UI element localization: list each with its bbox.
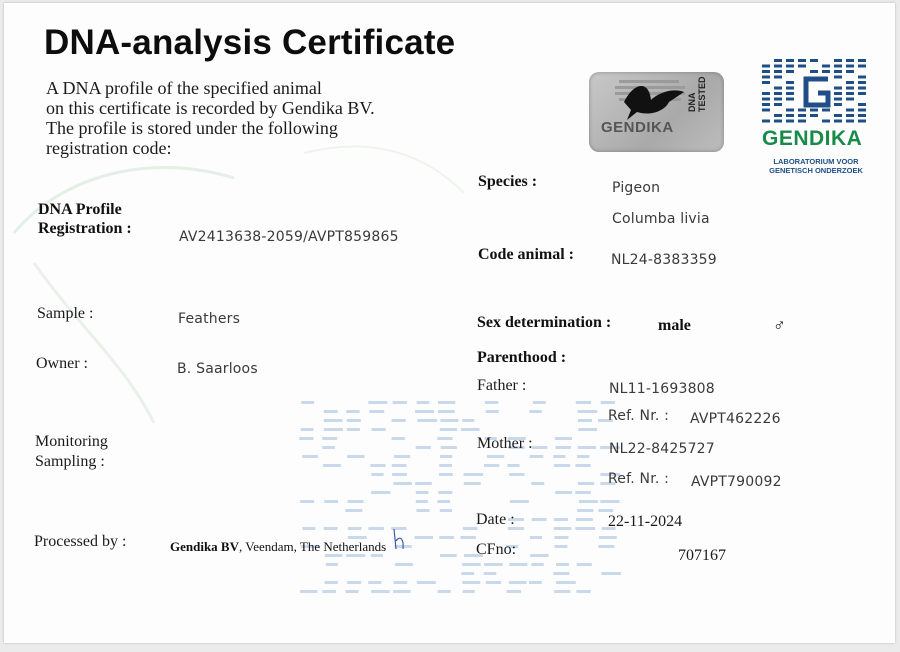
watermark-dash	[484, 572, 497, 575]
logo-dash	[762, 120, 770, 123]
logo-dash	[822, 120, 830, 123]
logo-dash	[846, 65, 854, 68]
watermark-dash	[440, 509, 452, 512]
watermark-dash	[394, 455, 410, 458]
logo-dash	[858, 87, 866, 90]
code-animal-value: NL24-8383359	[611, 252, 717, 268]
watermark-dash	[301, 401, 314, 404]
watermark-dash	[392, 473, 407, 476]
logo-dash	[786, 120, 794, 123]
logo-dash	[762, 76, 770, 79]
watermark-dash	[392, 437, 405, 440]
watermark-dash	[437, 500, 450, 503]
watermark-dash	[393, 401, 407, 404]
watermark-dash	[323, 464, 341, 467]
company-subtitle	[761, 157, 871, 175]
logo-dash	[774, 70, 782, 73]
watermark-dash	[460, 536, 476, 539]
watermark-dash	[529, 581, 542, 584]
father-value: NL11-1693808	[609, 381, 715, 397]
company-subtitle-line-2: GENETISCH ONDERZOEK	[769, 166, 863, 175]
logo-dash	[774, 87, 782, 90]
watermark-dash	[395, 563, 413, 566]
logo-dash	[858, 81, 866, 84]
logo-dash	[786, 92, 794, 95]
watermark-dash	[577, 563, 592, 566]
watermark-dash	[301, 428, 314, 431]
watermark-dash	[347, 428, 360, 431]
seal-tag: DNA TESTED	[687, 76, 707, 112]
watermark-dash	[533, 401, 546, 404]
logo-dash	[858, 92, 866, 95]
watermark-dash	[487, 455, 504, 458]
watermark-dash	[576, 401, 591, 404]
watermark-dash	[576, 518, 593, 521]
watermark-dash	[530, 554, 548, 557]
date-value: 22-11-2024	[608, 513, 683, 530]
watermark-dash	[393, 590, 410, 593]
watermark-dash	[438, 491, 452, 494]
watermark-dash	[348, 527, 362, 530]
logo-dash	[846, 59, 854, 62]
watermark-dash	[438, 410, 455, 413]
father-ref-value: AVPT462226	[690, 411, 781, 427]
watermark-dash	[462, 581, 480, 584]
watermark-dash	[556, 446, 571, 449]
logo-dash	[846, 114, 854, 117]
watermark-dash	[575, 491, 591, 494]
mother-value: NL22-8425727	[609, 441, 715, 457]
watermark-dash	[416, 446, 431, 449]
logo-dash	[786, 114, 794, 117]
intro-line-2: on this certificate is recorded by Gendika BV.	[46, 98, 375, 118]
logo-dash	[774, 114, 782, 117]
logo-dash	[774, 103, 782, 106]
watermark-dash	[347, 455, 364, 458]
watermark-dash	[439, 464, 452, 467]
watermark-dash	[441, 446, 457, 449]
logo-dash	[786, 98, 794, 101]
watermark-dash	[417, 419, 437, 422]
watermark-dash	[579, 500, 598, 503]
logo-dash	[810, 70, 818, 73]
intro-line-3: The profile is stored under the following	[46, 118, 338, 138]
watermark-dash	[416, 491, 429, 494]
logo-dash	[846, 92, 854, 95]
logo-dash	[774, 92, 782, 95]
logo-dash	[798, 65, 806, 68]
logo-dash	[834, 92, 842, 95]
gendika-logo-icon	[762, 59, 872, 125]
watermark-dash	[348, 500, 364, 503]
watermark-dash	[438, 401, 455, 404]
logo-dash	[834, 103, 842, 106]
watermark-dash	[324, 428, 343, 431]
certificate-page	[4, 3, 895, 643]
watermark-dash	[486, 581, 501, 584]
dna-tested-seal	[589, 72, 724, 152]
watermark-dash	[486, 410, 499, 413]
watermark-dash	[578, 419, 592, 422]
watermark-dash	[392, 464, 407, 467]
watermark-dash	[322, 590, 336, 593]
initials-signature-icon	[390, 527, 410, 553]
watermark-dash	[529, 410, 541, 413]
parenthood-label: Parenthood :	[477, 349, 567, 366]
mother-label: Mother :	[477, 435, 533, 452]
logo-dash	[798, 59, 806, 62]
watermark-dash	[556, 563, 569, 566]
logo-dash	[762, 92, 770, 95]
watermark-dash	[346, 410, 359, 413]
logo-dash	[846, 87, 854, 90]
logo-dash	[834, 70, 842, 73]
registration-label-1: DNA Profile	[38, 201, 122, 218]
watermark-dash	[371, 491, 390, 494]
logo-dash	[774, 76, 782, 79]
logo-dash	[786, 70, 794, 73]
watermark-dash	[440, 419, 458, 422]
logo-dash	[786, 81, 794, 84]
logo-dash	[834, 65, 842, 68]
date-label: Date :	[476, 511, 515, 528]
watermark-dash	[393, 482, 411, 485]
logo-dash	[846, 120, 854, 123]
logo-dash	[762, 109, 770, 112]
watermark-dash	[530, 455, 544, 458]
watermark-dash	[461, 428, 480, 431]
logo-dash	[786, 59, 794, 62]
cfno-value: 707167	[678, 547, 726, 564]
watermark-dash	[417, 581, 436, 584]
logo-dash	[822, 109, 830, 112]
watermark-dash	[531, 563, 543, 566]
logo-dash	[774, 65, 782, 68]
watermark-dash	[302, 455, 318, 458]
logo-dash	[786, 87, 794, 90]
watermark-dash	[438, 590, 451, 593]
logo-dash	[810, 109, 818, 112]
logo-dash	[762, 65, 770, 68]
male-symbol-icon: ♂	[773, 316, 786, 335]
watermark-dash	[368, 581, 381, 584]
logo-dash	[858, 120, 866, 123]
monitoring-label-1: Monitoring	[35, 433, 108, 450]
logo-dash	[798, 120, 806, 123]
watermark-dash	[555, 437, 572, 440]
watermark-dash	[578, 428, 597, 431]
logo-dash	[810, 114, 818, 117]
watermark-dash	[440, 455, 452, 458]
processed-company: Gendika BV	[170, 539, 239, 554]
watermark-dash	[300, 590, 317, 593]
logo-dash	[822, 70, 830, 73]
logo-dash	[834, 114, 842, 117]
watermark-dash	[576, 590, 590, 593]
watermark-dash	[531, 482, 544, 485]
watermark-dash	[462, 419, 474, 422]
watermark-dash	[415, 536, 433, 539]
logo-dash	[858, 59, 866, 62]
code-animal-label: Code animal :	[478, 246, 574, 263]
watermark-dash	[394, 581, 408, 584]
watermark-dash	[416, 500, 428, 503]
logo-dash	[846, 81, 854, 84]
watermark-dash	[371, 590, 389, 593]
watermark-dash	[440, 428, 457, 431]
watermark-dash	[417, 401, 430, 404]
watermark-dash	[598, 545, 614, 548]
watermark-dash	[507, 464, 519, 467]
watermark-dash	[322, 437, 337, 440]
sample-value: Feathers	[178, 311, 241, 327]
watermark-dash	[322, 446, 335, 449]
watermark-dash	[509, 563, 527, 566]
watermark-dash	[299, 437, 313, 440]
watermark-dash	[484, 563, 502, 566]
watermark-dash	[601, 572, 621, 575]
logo-dash	[858, 76, 866, 79]
logo-dash	[858, 109, 866, 112]
logo-dash	[798, 114, 806, 117]
watermark-dash	[464, 473, 484, 476]
watermark-dash	[324, 419, 343, 422]
logo-dash	[834, 87, 842, 90]
watermark-dash	[578, 446, 596, 449]
watermark-dash	[440, 554, 457, 557]
logo-dash	[858, 103, 866, 106]
mother-ref-value: AVPT790092	[691, 474, 782, 490]
watermark-dash	[578, 482, 594, 485]
watermark-dash	[506, 590, 520, 593]
watermark-dash	[485, 401, 498, 404]
watermark-dash	[372, 428, 386, 431]
registration-label-2: Registration :	[38, 220, 132, 237]
watermark-dash	[553, 572, 569, 575]
company-subtitle-line-1: LABORATORIUM VOOR	[773, 157, 859, 166]
sample-label: Sample :	[37, 305, 94, 322]
watermark-dash	[368, 527, 384, 530]
owner-label: Owner :	[36, 355, 88, 372]
father-ref-label: Ref. Nr. :	[608, 408, 670, 424]
watermark-dash	[324, 410, 338, 413]
watermark-dash	[510, 500, 529, 503]
watermark-dash	[392, 419, 406, 422]
watermark-dash	[553, 455, 565, 458]
watermark-dash	[463, 590, 475, 593]
watermark-dash	[368, 401, 387, 404]
watermark-dash	[509, 473, 524, 476]
watermark-dash	[347, 419, 361, 422]
watermark-dash	[439, 536, 454, 539]
species-common: Pigeon	[612, 180, 661, 196]
intro-line-4: registration code:	[46, 138, 172, 158]
watermark-dash	[575, 464, 590, 467]
watermark-dash	[464, 482, 481, 485]
logo-dash	[858, 114, 866, 117]
logo-dash	[846, 109, 854, 112]
intro-line-1: A DNA profile of the specified animal	[46, 78, 322, 98]
logo-dash	[774, 98, 782, 101]
owner-value: B. Saarloos	[177, 361, 258, 377]
watermark-dash	[371, 473, 383, 476]
watermark-dash	[324, 500, 338, 503]
watermark-dash	[369, 410, 384, 413]
watermark-dash	[484, 464, 499, 467]
watermark-dash	[437, 437, 452, 440]
watermark-dash	[462, 563, 481, 566]
watermark-dash	[346, 590, 359, 593]
watermark-dash	[325, 581, 338, 584]
watermark-dash	[302, 527, 315, 530]
certificate-title: DNA-analysis Certificate	[44, 23, 456, 62]
watermark-dash	[532, 446, 548, 449]
processed-location: , Veendam, The Netherlands	[239, 539, 387, 554]
watermark-dash	[439, 473, 453, 476]
gendika-watermark	[299, 401, 629, 601]
watermark-dash	[601, 401, 615, 404]
logo-dash	[834, 98, 842, 101]
watermark-dash	[554, 527, 572, 530]
logo-dash	[834, 76, 842, 79]
logo-dash	[834, 120, 842, 123]
logo-dash	[810, 59, 818, 62]
logo-dash	[786, 109, 794, 112]
watermark-dash	[509, 581, 527, 584]
watermark-dash	[575, 527, 595, 530]
watermark-dash	[415, 410, 434, 413]
logo-dash	[774, 59, 782, 62]
watermark-dash	[555, 491, 572, 494]
processed-value	[170, 539, 386, 555]
watermark-dash	[530, 536, 542, 539]
sex-value: male	[658, 317, 691, 334]
watermark-dash	[532, 518, 547, 521]
mother-ref-label: Ref. Nr. :	[608, 471, 670, 487]
watermark-dash	[461, 572, 474, 575]
father-label: Father :	[477, 377, 527, 394]
logo-dash	[858, 65, 866, 68]
watermark-dash	[326, 563, 338, 566]
watermark-dash	[370, 464, 385, 467]
logo-dash	[762, 70, 770, 73]
watermark-dash	[554, 590, 570, 593]
logo-dash	[798, 109, 806, 112]
seal-brand: GENDIKA	[601, 119, 674, 136]
logo-dash	[762, 103, 770, 106]
logo-dash	[834, 59, 842, 62]
watermark-dash	[577, 509, 593, 512]
logo-dash	[846, 70, 854, 73]
watermark-dash	[599, 536, 617, 539]
registration-value: AV2413638-2059/AVPT859865	[179, 229, 399, 245]
species-label: Species :	[478, 173, 538, 190]
watermark-dash	[345, 509, 362, 512]
watermark-dash	[554, 518, 568, 521]
processed-label: Processed by :	[34, 533, 127, 550]
watermark-dash	[600, 500, 619, 503]
logo-dash	[774, 120, 782, 123]
monitoring-label-2: Sampling :	[35, 453, 105, 470]
watermark-dash	[416, 509, 429, 512]
watermark-dash	[347, 581, 361, 584]
company-name: GENDIKA	[762, 127, 863, 150]
logo-dash	[786, 65, 794, 68]
logo-dash	[846, 98, 854, 101]
watermark-dash	[556, 581, 576, 584]
watermark-dash	[554, 536, 568, 539]
watermark-dash	[577, 455, 589, 458]
logo-letter-g	[806, 79, 828, 105]
watermark-dash	[324, 527, 338, 530]
cfno-label: CFno:	[476, 541, 517, 558]
watermark-dash	[598, 509, 613, 512]
watermark-dash	[554, 464, 570, 467]
species-latin: Columba livia	[612, 211, 710, 227]
watermark-dash	[415, 482, 432, 485]
watermark-dash	[578, 410, 598, 413]
sex-determination-label: Sex determination :	[477, 314, 612, 331]
logo-dash	[762, 81, 770, 84]
logo-dash	[822, 65, 830, 68]
watermark-dash	[554, 545, 567, 548]
logo-dash	[762, 98, 770, 101]
watermark-dash	[300, 500, 314, 503]
